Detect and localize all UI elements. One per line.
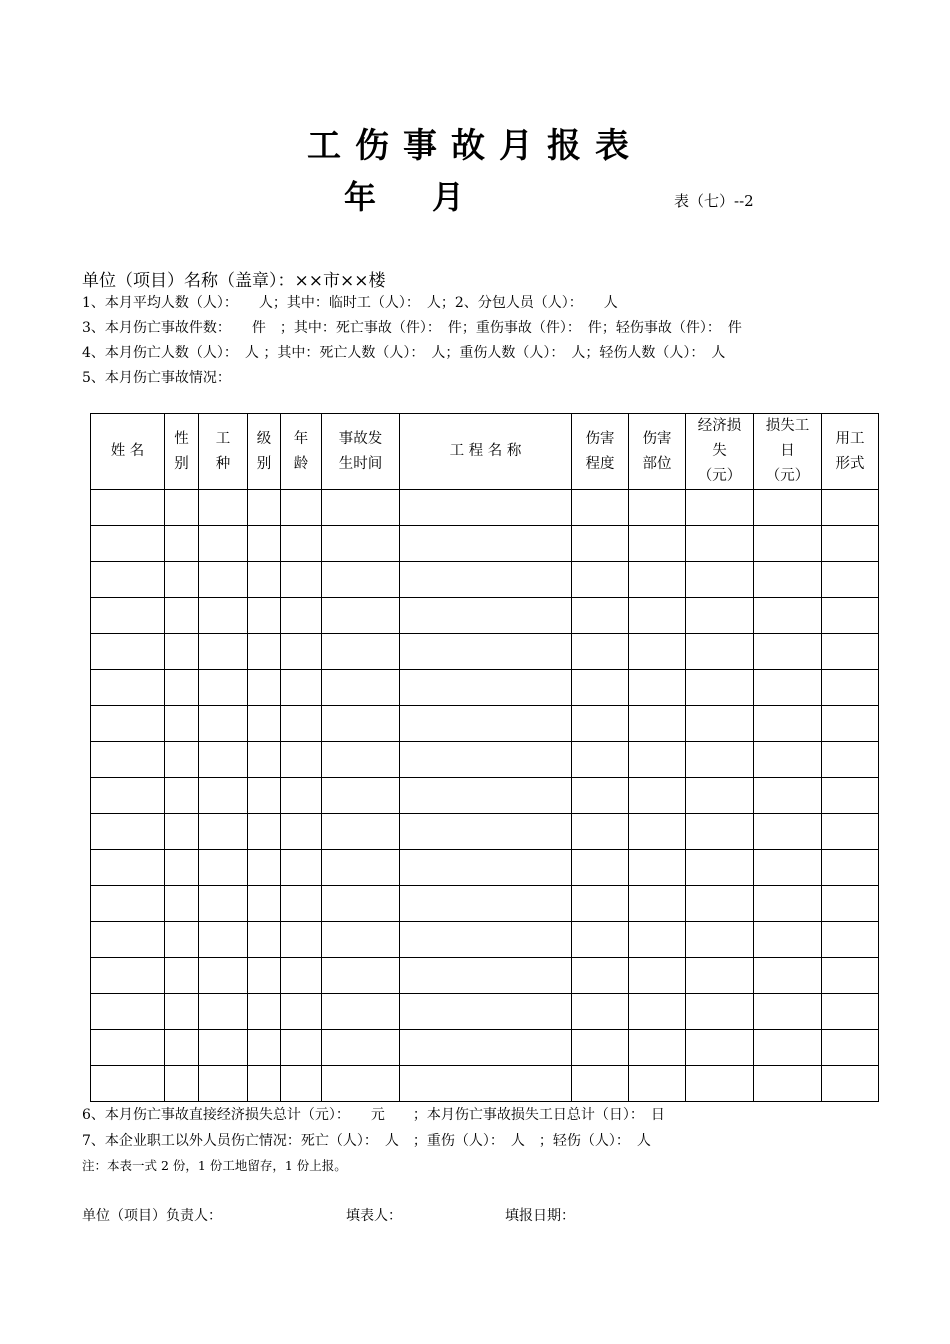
table-cell[interactable] xyxy=(400,598,572,634)
column-header-line: （元） xyxy=(697,468,742,484)
table-cell[interactable] xyxy=(91,598,165,634)
table-cell[interactable] xyxy=(281,742,322,778)
table-cell[interactable] xyxy=(165,886,199,922)
column-header-line: （元） xyxy=(765,468,810,484)
table-cell[interactable] xyxy=(572,994,629,1030)
table-cell[interactable] xyxy=(248,670,281,706)
table-cell[interactable] xyxy=(629,706,686,742)
table-cell[interactable] xyxy=(91,1030,165,1066)
table-cell[interactable] xyxy=(199,1030,248,1066)
table-cell[interactable] xyxy=(248,1066,281,1102)
table-cell[interactable] xyxy=(572,850,629,886)
table-cell[interactable] xyxy=(629,886,686,922)
table-cell[interactable] xyxy=(322,922,400,958)
table-cell[interactable] xyxy=(165,850,199,886)
table-cell[interactable] xyxy=(165,922,199,958)
table-row xyxy=(91,958,879,994)
table-row xyxy=(91,886,879,922)
table-cell[interactable] xyxy=(822,490,879,526)
table-cell[interactable] xyxy=(629,562,686,598)
table-cell[interactable] xyxy=(822,958,879,994)
table-cell[interactable] xyxy=(248,922,281,958)
table-cell[interactable] xyxy=(754,886,822,922)
table-cell[interactable] xyxy=(165,742,199,778)
table-cell[interactable] xyxy=(629,850,686,886)
year-label: 年 xyxy=(344,178,377,216)
table-cell[interactable] xyxy=(199,490,248,526)
table-cell[interactable] xyxy=(281,1066,322,1102)
table-cell[interactable] xyxy=(400,850,572,886)
column-header-line: 工 程 名 称 xyxy=(449,443,522,459)
column-header-line: 部位 xyxy=(642,455,672,472)
table-cell[interactable] xyxy=(248,634,281,670)
table-cell[interactable] xyxy=(91,706,165,742)
column-header-line: 姓 名 xyxy=(110,443,145,459)
table-cell[interactable] xyxy=(822,886,879,922)
table-cell[interactable] xyxy=(686,706,754,742)
table-cell[interactable] xyxy=(572,778,629,814)
table-cell[interactable] xyxy=(686,814,754,850)
column-header-line: 别 xyxy=(174,455,189,472)
info-line-3: 3、本月伤亡事故件数： 件 ；其中：死亡事故（件）： 件；重伤事故（件）： 件；轻伤事故（件）： 件 xyxy=(82,320,742,336)
table-row xyxy=(91,814,879,850)
table-cell[interactable] xyxy=(754,742,822,778)
table-body xyxy=(91,490,879,1102)
table-cell[interactable] xyxy=(754,562,822,598)
table-cell[interactable] xyxy=(165,958,199,994)
table-cell[interactable] xyxy=(754,778,822,814)
table-cell[interactable] xyxy=(91,634,165,670)
table-cell[interactable] xyxy=(165,526,199,562)
table-cell[interactable] xyxy=(248,598,281,634)
table-cell[interactable] xyxy=(754,814,822,850)
column-header-line: 工 xyxy=(215,430,231,447)
column-header xyxy=(199,414,248,490)
table-cell[interactable] xyxy=(248,562,281,598)
table-cell[interactable] xyxy=(400,706,572,742)
column-header xyxy=(248,414,281,490)
table-cell[interactable] xyxy=(754,922,822,958)
table-cell[interactable] xyxy=(572,742,629,778)
table-cell[interactable] xyxy=(165,814,199,850)
table-cell[interactable] xyxy=(248,526,281,562)
table-cell[interactable] xyxy=(91,562,165,598)
table-cell[interactable] xyxy=(199,670,248,706)
table-cell[interactable] xyxy=(822,670,879,706)
info-line-4: 4、本月伤亡人数（人）： 人 ；其中：死亡人数（人）： 人；重伤人数（人）： 人；轻伤人数（人）： 人 xyxy=(82,345,726,361)
table-cell[interactable] xyxy=(91,958,165,994)
table-cell[interactable] xyxy=(572,634,629,670)
column-header-line: 事故发 xyxy=(338,430,383,447)
table-cell[interactable] xyxy=(822,634,879,670)
table-cell[interactable] xyxy=(199,634,248,670)
table-cell[interactable] xyxy=(572,598,629,634)
table-cell[interactable] xyxy=(754,994,822,1030)
table-row xyxy=(91,922,879,958)
table-cell[interactable] xyxy=(281,706,322,742)
table-cell[interactable] xyxy=(165,490,199,526)
table-cell[interactable] xyxy=(165,994,199,1030)
table-cell[interactable] xyxy=(281,958,322,994)
table-cell[interactable] xyxy=(822,778,879,814)
table-cell[interactable] xyxy=(248,706,281,742)
table-row xyxy=(91,670,879,706)
table-cell[interactable] xyxy=(822,922,879,958)
table-cell[interactable] xyxy=(199,706,248,742)
table-cell[interactable] xyxy=(822,1030,879,1066)
accident-table xyxy=(90,413,879,1102)
column-header xyxy=(91,414,165,490)
table-cell[interactable] xyxy=(165,778,199,814)
table-cell[interactable] xyxy=(686,490,754,526)
column-header-line: 日 xyxy=(780,443,795,459)
table-row xyxy=(91,562,879,598)
table-row xyxy=(91,490,879,526)
table-cell[interactable] xyxy=(281,922,322,958)
table-cell[interactable] xyxy=(322,742,400,778)
table-cell[interactable] xyxy=(322,634,400,670)
table-cell[interactable] xyxy=(572,886,629,922)
table-cell[interactable] xyxy=(199,850,248,886)
table-cell[interactable] xyxy=(281,778,322,814)
table-cell[interactable] xyxy=(686,958,754,994)
column-header-line: 年 xyxy=(293,430,309,447)
table-cell[interactable] xyxy=(281,490,322,526)
table-cell[interactable] xyxy=(629,958,686,994)
table-cell[interactable] xyxy=(572,706,629,742)
table-cell[interactable] xyxy=(822,1066,879,1102)
table-cell[interactable] xyxy=(400,742,572,778)
table-cell[interactable] xyxy=(822,526,879,562)
table-cell[interactable] xyxy=(754,706,822,742)
table-cell[interactable] xyxy=(686,526,754,562)
table-cell[interactable] xyxy=(281,850,322,886)
column-header xyxy=(754,414,822,490)
table-cell[interactable] xyxy=(629,1066,686,1102)
table-cell[interactable] xyxy=(91,814,165,850)
table-cell[interactable] xyxy=(572,922,629,958)
table-cell[interactable] xyxy=(91,994,165,1030)
table-cell[interactable] xyxy=(400,562,572,598)
table-cell[interactable] xyxy=(629,598,686,634)
table-cell[interactable] xyxy=(322,778,400,814)
column-header xyxy=(572,414,629,490)
table-cell[interactable] xyxy=(629,994,686,1030)
table-cell[interactable] xyxy=(686,994,754,1030)
table-cell[interactable] xyxy=(281,562,322,598)
table-cell[interactable] xyxy=(91,670,165,706)
table-cell[interactable] xyxy=(572,562,629,598)
column-header-line: 损失工 xyxy=(765,418,810,434)
table-cell[interactable] xyxy=(91,886,165,922)
table-cell[interactable] xyxy=(165,634,199,670)
table-cell[interactable] xyxy=(822,562,879,598)
table-cell[interactable] xyxy=(248,778,281,814)
table-cell[interactable] xyxy=(199,778,248,814)
table-cell[interactable] xyxy=(754,634,822,670)
column-header-line: 伤害 xyxy=(585,430,615,447)
table-cell[interactable] xyxy=(754,490,822,526)
table-cell[interactable] xyxy=(400,1066,572,1102)
table-cell[interactable] xyxy=(248,886,281,922)
table-cell[interactable] xyxy=(199,562,248,598)
table-cell[interactable] xyxy=(629,922,686,958)
table-header-row xyxy=(91,414,879,490)
table-cell[interactable] xyxy=(248,742,281,778)
table-cell[interactable] xyxy=(822,814,879,850)
info-line-1: 1、本月平均人数（人）： 人；其中：临时工（人）： 人；2、分包人员（人）： 人 xyxy=(82,295,618,311)
table-row xyxy=(91,598,879,634)
table-cell[interactable] xyxy=(629,814,686,850)
table-cell[interactable] xyxy=(248,958,281,994)
table-row xyxy=(91,1066,879,1102)
table-row xyxy=(91,994,879,1030)
table-row xyxy=(91,634,879,670)
table-cell[interactable] xyxy=(248,850,281,886)
table-cell[interactable] xyxy=(199,1066,248,1102)
table-cell[interactable] xyxy=(281,994,322,1030)
unit-name-line: 单位（项目）名称（盖章）：××市××楼 xyxy=(82,271,386,291)
table-cell[interactable] xyxy=(629,742,686,778)
table-cell[interactable] xyxy=(400,814,572,850)
table-row xyxy=(91,1030,879,1066)
month-label: 月 xyxy=(432,178,465,216)
table-cell[interactable] xyxy=(400,670,572,706)
footer-line-6: 6、本月伤亡事故直接经济损失总计（元）： 元 ；本月伤亡事故损失工日总计（日）： 日 xyxy=(82,1107,665,1123)
form-title: 工伤事故月报表 xyxy=(307,126,643,166)
table-cell[interactable] xyxy=(165,1066,199,1102)
table-cell[interactable] xyxy=(322,994,400,1030)
table-cell[interactable] xyxy=(400,490,572,526)
table-cell[interactable] xyxy=(199,598,248,634)
table-cell[interactable] xyxy=(629,634,686,670)
table-cell[interactable] xyxy=(322,886,400,922)
table-cell[interactable] xyxy=(754,598,822,634)
column-header xyxy=(400,414,572,490)
table-cell[interactable] xyxy=(400,958,572,994)
info-line-5: 5、本月伤亡事故情况： xyxy=(82,370,231,386)
table-cell[interactable] xyxy=(822,598,879,634)
table-cell[interactable] xyxy=(281,670,322,706)
table-cell[interactable] xyxy=(281,886,322,922)
table-cell[interactable] xyxy=(322,670,400,706)
filler-signature-label: 填表人： xyxy=(346,1208,402,1224)
column-header-line: 种 xyxy=(215,455,231,472)
table-cell[interactable] xyxy=(248,1030,281,1066)
table-cell[interactable] xyxy=(91,922,165,958)
table-cell[interactable] xyxy=(400,994,572,1030)
table-cell[interactable] xyxy=(686,922,754,958)
table-cell[interactable] xyxy=(199,958,248,994)
table-cell[interactable] xyxy=(572,670,629,706)
table-cell[interactable] xyxy=(248,490,281,526)
table-cell[interactable] xyxy=(754,1030,822,1066)
table-cell[interactable] xyxy=(754,958,822,994)
table-cell[interactable] xyxy=(199,526,248,562)
table-cell[interactable] xyxy=(199,922,248,958)
table-cell[interactable] xyxy=(91,1066,165,1102)
table-cell[interactable] xyxy=(686,850,754,886)
table-cell[interactable] xyxy=(572,1066,629,1102)
table-cell[interactable] xyxy=(572,814,629,850)
table-cell[interactable] xyxy=(199,886,248,922)
table-cell[interactable] xyxy=(686,562,754,598)
table-cell[interactable] xyxy=(572,958,629,994)
column-header-line: 失 xyxy=(712,443,727,459)
table-cell[interactable] xyxy=(165,562,199,598)
table-row xyxy=(91,742,879,778)
table-cell[interactable] xyxy=(199,814,248,850)
table-cell[interactable] xyxy=(629,526,686,562)
table-cell[interactable] xyxy=(400,526,572,562)
table-cell[interactable] xyxy=(165,598,199,634)
table-cell[interactable] xyxy=(822,706,879,742)
form-number: 表（七）--2 xyxy=(674,192,754,210)
column-header-line: 级 xyxy=(256,430,272,447)
column-header xyxy=(322,414,400,490)
table-cell[interactable] xyxy=(322,706,400,742)
table-row xyxy=(91,778,879,814)
table-cell[interactable] xyxy=(629,1030,686,1066)
table-cell[interactable] xyxy=(400,634,572,670)
table-cell[interactable] xyxy=(322,958,400,994)
table-cell[interactable] xyxy=(322,850,400,886)
table-cell[interactable] xyxy=(322,814,400,850)
table-cell[interactable] xyxy=(686,1030,754,1066)
table-cell[interactable] xyxy=(248,814,281,850)
table-cell[interactable] xyxy=(281,1030,322,1066)
column-header-line: 用工 xyxy=(835,430,865,447)
column-header-line: 伤害 xyxy=(642,430,672,447)
date-signature-label: 填报日期： xyxy=(505,1208,575,1224)
table-cell[interactable] xyxy=(165,1030,199,1066)
column-header-line: 生时间 xyxy=(338,455,383,472)
table-row xyxy=(91,706,879,742)
table-cell[interactable] xyxy=(322,1030,400,1066)
table-cell[interactable] xyxy=(322,526,400,562)
column-header-line: 程度 xyxy=(585,455,615,472)
table-cell[interactable] xyxy=(400,886,572,922)
table-cell[interactable] xyxy=(322,1066,400,1102)
table-cell[interactable] xyxy=(199,994,248,1030)
table-cell[interactable] xyxy=(165,706,199,742)
table-cell[interactable] xyxy=(822,994,879,1030)
footer-line-7: 7、本企业职工以外人员伤亡情况：死亡（人）： 人 ；重伤（人）： 人 ；轻伤（人）： 人 xyxy=(82,1133,651,1149)
table-cell[interactable] xyxy=(572,1030,629,1066)
table-cell[interactable] xyxy=(572,490,629,526)
column-header xyxy=(165,414,199,490)
column-header-line: 别 xyxy=(256,455,272,472)
table-cell[interactable] xyxy=(281,634,322,670)
table-cell[interactable] xyxy=(400,1030,572,1066)
table-cell[interactable] xyxy=(754,850,822,886)
table-cell[interactable] xyxy=(686,742,754,778)
table-cell[interactable] xyxy=(686,634,754,670)
table-cell[interactable] xyxy=(754,1066,822,1102)
table-cell[interactable] xyxy=(686,886,754,922)
table-row xyxy=(91,526,879,562)
table-cell[interactable] xyxy=(165,670,199,706)
column-header-line: 经济损 xyxy=(697,418,742,434)
table-cell[interactable] xyxy=(248,994,281,1030)
table-cell[interactable] xyxy=(629,670,686,706)
column-header xyxy=(822,414,879,490)
column-header xyxy=(281,414,322,490)
table-cell[interactable] xyxy=(281,598,322,634)
table-cell[interactable] xyxy=(754,526,822,562)
table-cell[interactable] xyxy=(91,778,165,814)
table-cell[interactable] xyxy=(686,1066,754,1102)
table-cell[interactable] xyxy=(91,490,165,526)
table-cell[interactable] xyxy=(629,778,686,814)
table-cell[interactable] xyxy=(91,526,165,562)
table-cell[interactable] xyxy=(91,850,165,886)
column-header xyxy=(629,414,686,490)
table-cell[interactable] xyxy=(322,598,400,634)
table-cell[interactable] xyxy=(822,850,879,886)
column-header-line: 龄 xyxy=(293,455,309,472)
table-cell[interactable] xyxy=(629,490,686,526)
column-header-line: 形式 xyxy=(835,455,865,472)
table-cell[interactable] xyxy=(822,742,879,778)
table-cell[interactable] xyxy=(322,562,400,598)
table-cell[interactable] xyxy=(400,778,572,814)
table-row xyxy=(91,850,879,886)
table-cell[interactable] xyxy=(322,490,400,526)
table-cell[interactable] xyxy=(686,670,754,706)
table-cell[interactable] xyxy=(572,526,629,562)
table-cell[interactable] xyxy=(754,670,822,706)
column-header xyxy=(686,414,754,490)
table-cell[interactable] xyxy=(91,742,165,778)
column-header-line: 性 xyxy=(174,430,189,447)
table-cell[interactable] xyxy=(199,742,248,778)
table-cell[interactable] xyxy=(281,814,322,850)
form-note: 注：本表一式 2 份，1 份工地留存，1 份上报。 xyxy=(82,1158,347,1173)
table-cell[interactable] xyxy=(400,922,572,958)
table-cell[interactable] xyxy=(281,526,322,562)
leader-signature-label: 单位（项目）负责人： xyxy=(82,1208,222,1224)
table-cell[interactable] xyxy=(686,598,754,634)
table-cell[interactable] xyxy=(686,778,754,814)
